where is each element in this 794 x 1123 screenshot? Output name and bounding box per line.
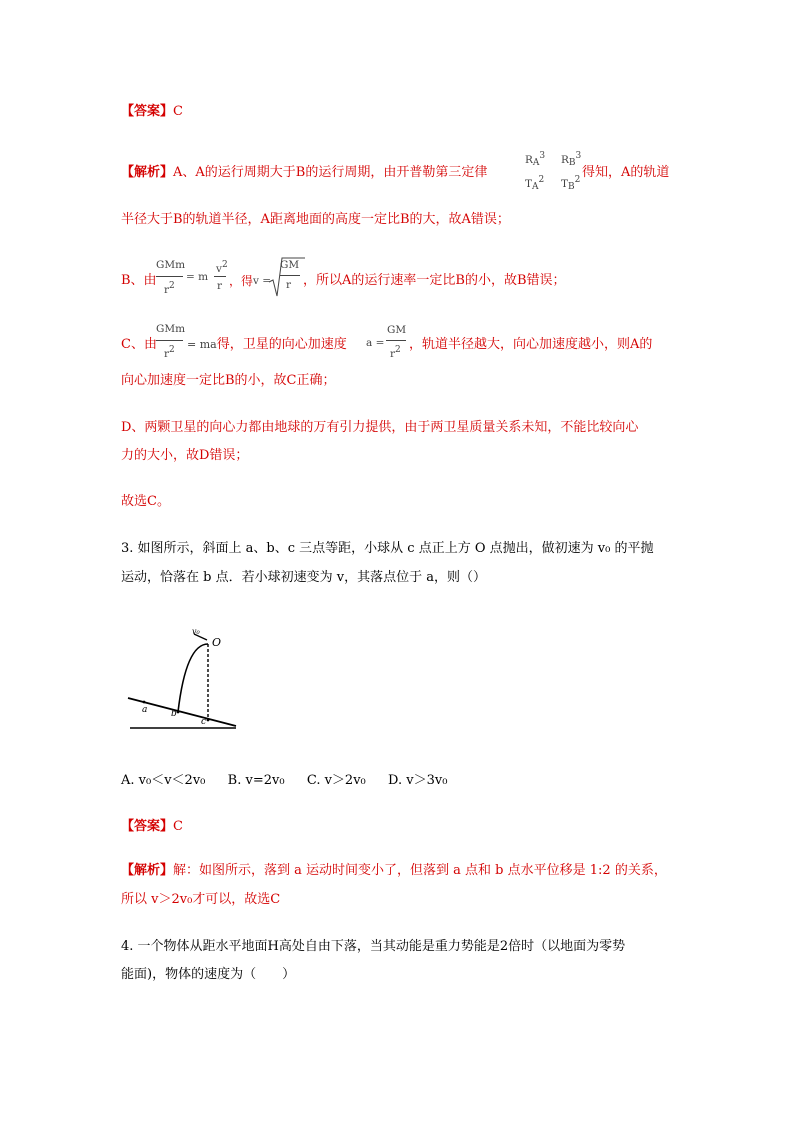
trajectory-curve	[178, 644, 208, 712]
analysis-b-mid: ，得	[229, 274, 254, 288]
b-frac1-num: GMm	[156, 259, 186, 271]
c-frac2-den: $r^2$	[390, 345, 401, 360]
analysis-c-mid: = ma得，卫星的向心加速度	[187, 337, 347, 352]
c-frac1-den: $r^2$	[164, 345, 175, 360]
b-frac2-bar	[214, 276, 226, 277]
kepler-tb: $T_B^2$	[561, 175, 581, 192]
b-sqrt-num: GM	[280, 259, 300, 271]
answer-tag: 【答案】	[121, 104, 174, 119]
kepler-ta: $T_A^2$	[525, 175, 545, 192]
c-frac2-num: GM	[387, 324, 407, 336]
question3-line1: 3. 如图所示，斜面上 a、b、c 三点等距，小球从 c 点正上方 O 点抛出，做初速为 v₀ 的平抛	[121, 541, 654, 556]
question3-line2: 运动，恰落在 b 点．若小球初速变为 v，其落点位于 a，则（）	[121, 570, 486, 585]
analysis3-line2: 所以 v＞2v₀才可以，故选C	[121, 892, 281, 907]
analysis-line-a2: 半径大于B的轨道半径，A距离地面的高度一定比B的大，故A错误；	[121, 212, 510, 227]
analysis3-tag: 【解析】	[121, 863, 174, 878]
kepler-formula	[522, 148, 590, 194]
analysis3-line1	[121, 862, 667, 880]
answer-value: C	[173, 104, 183, 119]
question4-line1: 4. 一个物体从距水平地面H高处自由下落，当其动能是重力势能是2倍时（以地面为零势	[121, 939, 626, 954]
point-a	[143, 701, 146, 704]
c-a-eq: a =	[366, 337, 385, 349]
analysis-b-pre: B、由	[121, 273, 157, 288]
b-frac2-num: $v^2$	[216, 260, 228, 275]
b-eq: = m	[186, 271, 209, 283]
label-o: O	[212, 636, 222, 649]
answer-line-1	[121, 103, 183, 121]
answer-line-3	[121, 818, 183, 836]
point-c	[207, 719, 210, 722]
c-frac1-bar	[156, 340, 183, 341]
analysis-tag: 【解析】	[121, 165, 174, 180]
label-v0: v₀	[192, 627, 200, 636]
b-sqrt-bar	[280, 275, 300, 276]
analysis-b-post: ，所以A的运行速率一定比B的小，故B错误；	[303, 273, 566, 288]
analysis-a1-post: 得知，A的轨道	[582, 165, 670, 180]
analysis-a1-pre: A、A的运行周期大于B的运行周期，由开普勒第三定律	[173, 165, 488, 180]
label-b: b	[171, 709, 177, 719]
kepler-ra: $R_A^3$	[525, 151, 546, 168]
answer3-tag: 【答案】	[121, 819, 174, 834]
b-frac2-den: r	[217, 280, 223, 292]
formula-b-sqrt	[253, 256, 303, 300]
analysis-c-pre: C、由	[121, 337, 157, 352]
kepler-rb: $R_B^3$	[561, 151, 582, 168]
projectile-figure	[116, 620, 246, 740]
option-d[interactable]: D. v＞3v₀	[388, 773, 448, 788]
analysis-d-line1: D、两颗卫星的向心力都由地球的万有引力提供，由于两卫星质量关系未知，不能比较向心	[121, 420, 639, 435]
b-v-eq: v =	[253, 275, 272, 287]
analysis-c-line2: 向心加速度一定比B的小，故C正确；	[121, 373, 336, 388]
label-c: c	[201, 717, 207, 727]
analysis-conclusion: 故选C。	[121, 494, 170, 509]
b-frac1-den: $r^2$	[164, 281, 175, 296]
analysis-c-post: ，轨道半径越大，向心加速度越小，则A的	[409, 337, 653, 352]
option-b[interactable]: B. v=2v₀	[227, 773, 285, 788]
point-b	[177, 711, 180, 714]
b-sqrt-den: r	[286, 279, 292, 291]
analysis-d-line2: 力的大小，故D错误；	[121, 448, 249, 463]
label-a: a	[142, 705, 148, 715]
option-a[interactable]: A. v₀＜v＜2v₀	[121, 773, 206, 788]
analysis-line-a1	[121, 164, 487, 182]
option-c[interactable]: C. v＞2v₀	[306, 773, 366, 788]
c-frac2-bar	[386, 340, 406, 341]
answer3-value: C	[173, 819, 183, 834]
c-frac1-num: GMm	[156, 323, 186, 335]
question3-options	[121, 772, 447, 790]
analysis3-text1: 解：如图所示，落到 a 运动时间变小了，但落到 a 点和 b 点水平位移是 1:2 的关系，	[173, 863, 667, 878]
b-frac1-bar	[156, 276, 183, 277]
question4-line2: 能面)，物体的速度为（ ）	[121, 967, 296, 982]
